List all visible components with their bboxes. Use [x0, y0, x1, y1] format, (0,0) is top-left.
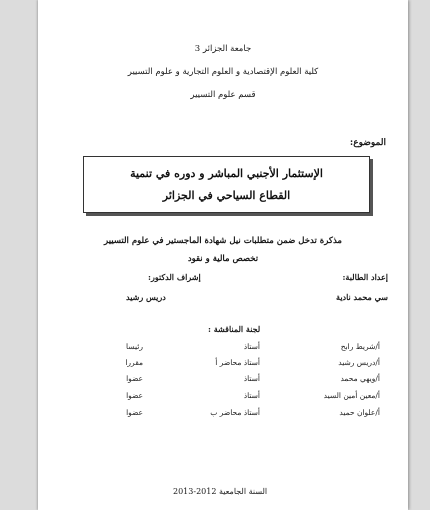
committee-label: لجنة المناقشة :	[208, 324, 261, 334]
committee-member-row	[38, 374, 408, 388]
prepared-by-label: إعداد الطالبة:	[342, 272, 388, 282]
university-name: جامعة الجزائر 3	[194, 44, 252, 54]
committee-member-row	[38, 391, 408, 405]
member-name: أ/دريس رشيد	[338, 358, 380, 367]
memo-description: مذكرة تدخل ضمن متطلبات نيل شهادة الماجستير في علوم التسيير	[104, 236, 342, 246]
faculty-name: كلية العلوم الإقتصادية و العلوم التجارية و علوم التسيير	[127, 67, 319, 77]
committee-member-row	[38, 342, 408, 356]
member-name: أ/علوان حميد	[339, 408, 380, 417]
thesis-title-line-1: الإستثمار الأجنبي المباشر و دوره في تنمية	[130, 167, 323, 180]
academic-year: السنة الجامعية 2012-2013	[173, 487, 268, 496]
member-role: رئيسا	[126, 342, 143, 351]
member-name: أ/ويهي محمد	[340, 374, 380, 383]
document-page	[38, 0, 408, 510]
member-role: عضوا	[126, 374, 143, 383]
topic-label: الموضوع:	[349, 138, 386, 148]
thesis-title-box	[83, 156, 370, 213]
member-name: أ/معين أمين السيد	[323, 391, 380, 400]
supervisor-label: إشراف الدكتور:	[148, 272, 201, 282]
supervisor-name: دريس رشيد	[126, 292, 166, 302]
member-rank: أستاذ	[243, 342, 260, 351]
member-role: عضوا	[126, 408, 143, 417]
memo-specialty: تخصص مالية و نقود	[187, 254, 259, 264]
thesis-title-line-2: القطاع السياحي في الجزائر	[162, 189, 291, 202]
member-name: أ/شريط رابح	[340, 342, 380, 351]
department-name: قسم علوم التسيير	[190, 90, 256, 100]
member-role: عضوا	[126, 391, 143, 400]
member-rank: أستاذ محاضر ب	[210, 408, 260, 417]
member-rank: أستاذ	[243, 374, 260, 383]
member-role: مقررا	[125, 358, 143, 367]
member-rank: أستاذ محاضر أ	[215, 358, 260, 367]
student-name: سي محمد نادية	[336, 292, 388, 302]
committee-member-row	[38, 408, 408, 422]
committee-member-row	[38, 358, 408, 372]
member-rank: أستاذ	[243, 391, 260, 400]
